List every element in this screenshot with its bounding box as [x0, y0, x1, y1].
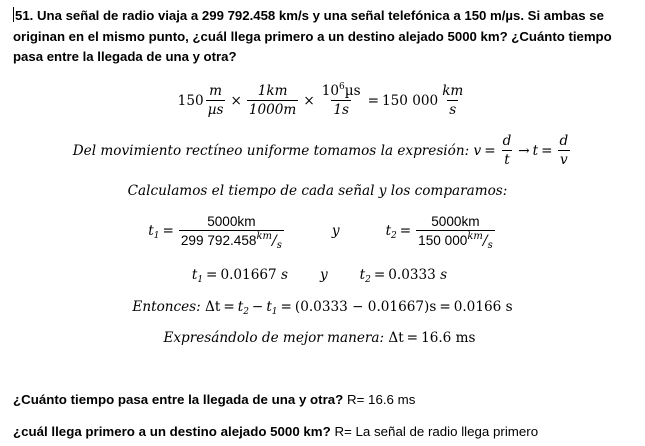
delta-t-symbol: Δt	[388, 330, 404, 346]
equals-sign: =	[206, 267, 218, 283]
unit-km-per-s	[256, 230, 282, 251]
coef-value: 150	[177, 93, 204, 109]
subscript: 2	[391, 231, 397, 241]
t2-symbol	[238, 299, 249, 315]
unit-conversion-equation	[0, 84, 645, 118]
fraction-denominator: s	[449, 102, 457, 118]
var-t: t	[148, 223, 154, 239]
answer-text: R= 16.6 ms	[346, 392, 416, 407]
entonces-label: Entonces:	[132, 299, 201, 315]
var-t: t	[359, 267, 366, 283]
slash: /	[272, 232, 277, 249]
mru-expression-line	[0, 134, 645, 168]
subscript: 1	[271, 307, 278, 317]
t1-symbol	[192, 267, 203, 283]
delta-expression: (0.0333 − 0.01667)s	[294, 299, 437, 315]
fraction-us-per-s	[320, 84, 363, 118]
power-base: 10	[321, 83, 340, 99]
subscript: 1	[197, 275, 204, 285]
equals-sign: =	[162, 223, 174, 239]
var-t: t	[385, 223, 392, 239]
fraction-km-per-s	[440, 84, 465, 118]
text-cursor	[13, 7, 14, 22]
unit-us: µs	[344, 83, 361, 99]
fraction-denominator: v	[560, 152, 568, 168]
unit-s: s	[440, 267, 448, 283]
fraction-denominator: t	[504, 152, 510, 168]
equals-sign: =	[399, 223, 412, 239]
var-t: t	[532, 143, 539, 159]
fraction-denominator: 1000m	[248, 102, 297, 118]
equals-sign: =	[373, 267, 386, 283]
times-sign: ×	[230, 93, 242, 109]
mejor-label: Expresándolo de mejor manera:	[163, 330, 385, 346]
equals-sign: =	[223, 299, 235, 315]
delta-t-symbol: Δt	[205, 299, 221, 315]
var-v: v	[473, 143, 482, 159]
fraction-numerator: 1km	[257, 83, 288, 99]
mru-text: Del movimiento rectíneo uniforme tomamos la expresión:	[72, 143, 470, 159]
var-t: t	[266, 299, 272, 315]
t1-fraction	[179, 214, 284, 249]
fraction-denominator: 1s	[333, 102, 349, 118]
arrow-icon: →	[518, 143, 530, 159]
power-exponent: 6	[339, 82, 345, 92]
times-sign: ×	[303, 93, 315, 109]
var-t: t	[191, 267, 198, 283]
fraction-numerator: m	[209, 83, 222, 99]
delta-ms-result: 16.6 ms	[421, 330, 476, 346]
unit-s: s	[487, 239, 493, 251]
unit-km: km	[467, 230, 483, 242]
speed-value: 299 792.458	[180, 232, 257, 248]
problem-statement	[13, 6, 637, 68]
and-word: y	[331, 223, 340, 239]
calc-intro-line	[0, 174, 640, 208]
t2-fraction	[416, 214, 495, 249]
time-formulas-line	[0, 211, 645, 251]
t2-symbol	[386, 223, 397, 239]
fraction-d-over-t	[501, 134, 514, 168]
fraction-numerator: d	[559, 133, 569, 149]
t1-value: 0.01667	[220, 267, 277, 283]
unit-s: s	[276, 239, 282, 251]
t1-symbol	[148, 223, 159, 239]
answer-1	[13, 391, 415, 409]
subscript: 2	[365, 275, 371, 285]
time-values-line	[0, 258, 642, 292]
problem-text: Una señal de radio viaja a 299 792.458 km/s y una señal telefónica a 150 m/µs. Si ambas se originan en el mismo punto, ¿cuál llega primero a un destino alejado 5000 km? ¿Cuánto tiempo pasa entre la llegada de una y otra?	[13, 8, 612, 64]
subscript: 1	[153, 231, 160, 241]
answer-text: R= La señal de radio llega primero	[334, 424, 539, 439]
answer-question: ¿Cuánto tiempo pasa entre la llegada de una y otra?	[13, 392, 344, 407]
t2-value: 0.0333	[388, 267, 436, 283]
delta-t-calculation	[0, 290, 645, 324]
unit-km: km	[256, 230, 273, 242]
fraction-km-per-m	[247, 84, 299, 118]
fraction-m-per-us	[206, 84, 226, 118]
delta-result: 0.0166 s	[453, 299, 513, 315]
var-t: t	[237, 299, 244, 315]
equals-sign: =	[484, 143, 496, 159]
equals-sign: =	[439, 299, 451, 315]
fraction-d-over-v	[558, 134, 571, 168]
fraction-numerator	[320, 84, 363, 100]
slash: /	[482, 232, 488, 249]
equals-sign: =	[406, 330, 419, 346]
problem-number: 51.	[15, 8, 34, 23]
fraction-denominator	[179, 230, 284, 249]
equals-sign: =	[280, 299, 292, 315]
equals-sign: =	[367, 93, 379, 109]
calc-text: Calculamos el tiempo de cada señal y los comparamos:	[127, 183, 508, 199]
and-word: y	[319, 267, 328, 283]
fraction-denominator: µs	[207, 102, 224, 118]
fraction-numerator: km	[442, 83, 464, 99]
answer-2	[13, 423, 538, 441]
fraction-denominator	[416, 230, 495, 249]
answer-question: ¿cuál llega primero a un destino alejado 5000 km?	[13, 424, 331, 439]
conversion-result: 150 000	[381, 93, 439, 109]
speed-value: 150 000	[418, 232, 468, 248]
t1-symbol	[266, 299, 277, 315]
minus-sign: −	[251, 299, 264, 315]
fraction-numerator: 5000km	[431, 213, 480, 229]
subscript: 2	[243, 307, 249, 317]
fraction-numerator: d	[502, 133, 512, 149]
unit-s: s	[280, 267, 288, 283]
t2-symbol	[360, 267, 371, 283]
fraction-numerator: 5000km	[207, 213, 256, 229]
unit-km-per-s	[467, 230, 493, 251]
equals-sign: =	[541, 143, 553, 159]
delta-t-ms-line	[0, 321, 642, 355]
